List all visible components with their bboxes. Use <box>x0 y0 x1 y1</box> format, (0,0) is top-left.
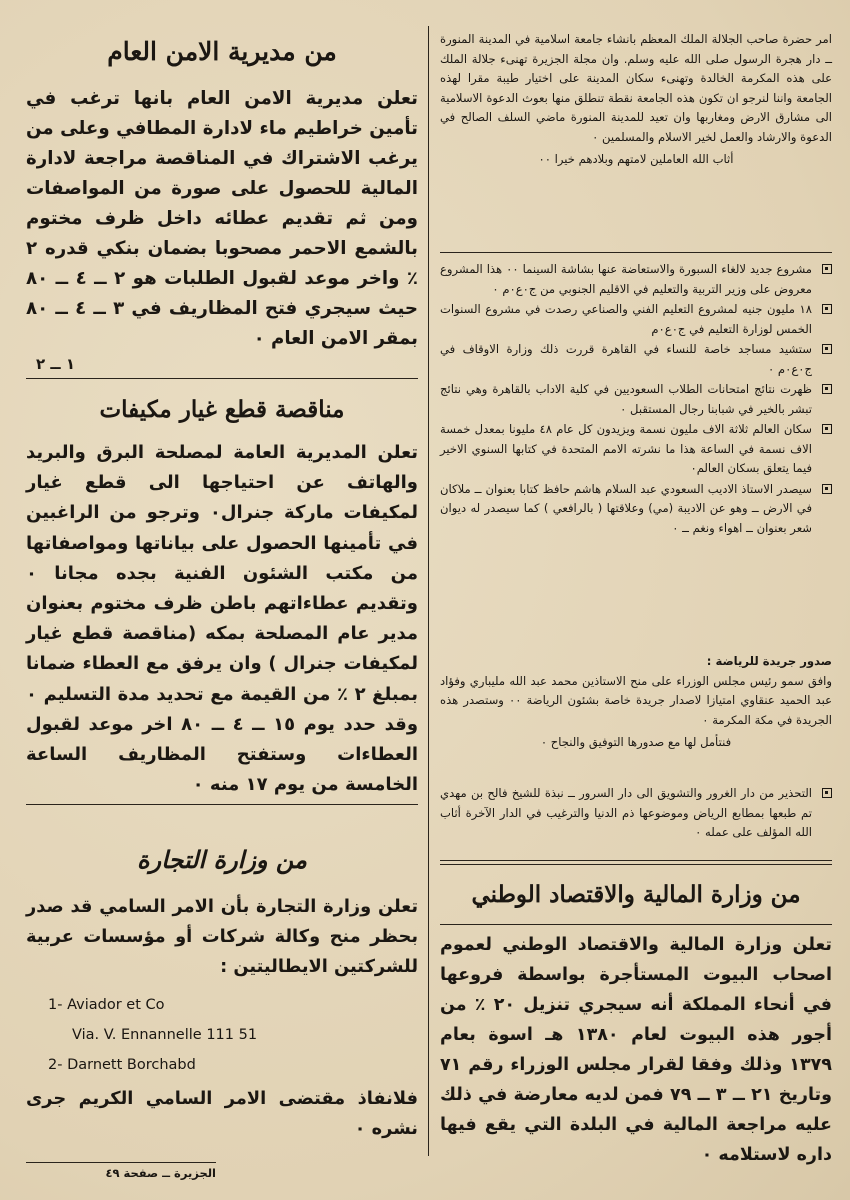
companies-list <box>26 990 418 1082</box>
company-address: Via. V. Ennannelle 111 51 <box>72 1027 258 1043</box>
right-column <box>440 24 832 1165</box>
tender-heading: مناقصة قطع غيار مكيفات <box>99 396 345 423</box>
news-briefs <box>440 260 832 656</box>
sports-title: صدور جريدة للرياضة : <box>706 654 832 668</box>
news-item: ظهرت نتائج امتحانات الطلاب السعوديين في كلية الاداب بالقاهرة وهي نتائج تبشر بالخير في شبابنا رجال المستقبل ٠ <box>440 380 832 419</box>
column-divider <box>428 26 429 1156</box>
king-decree-article <box>440 30 832 248</box>
sports-closing: فنتأمل لها مع صدورها التوفيق والنجاح ٠ <box>540 735 732 749</box>
news-item: سيصدر الاستاذ الاديب السعودي عبد السلام هاشم حافظ كتابا بعنوان ــ ملاكان في الارض ــ وهو عن الاديبة (مي) وعلاقتها ( بالرافعي ) كما سيصدر له ديوان شعر بعنوان ــ اهواء ونغم ــ ٠ <box>440 480 832 539</box>
square-bullet-icon <box>822 304 832 314</box>
section-divider <box>440 252 832 253</box>
square-bullet-icon <box>822 424 832 434</box>
page-footer: الجزيرة ــ صفحة ٤٩ <box>26 1162 216 1183</box>
booklet-item <box>440 784 832 862</box>
square-bullet-icon <box>822 788 832 798</box>
decree-closing: أثاب الله العاملين لامتهم وبلادهم خيرا ٠٠ <box>538 152 734 166</box>
square-bullet-icon <box>822 344 832 354</box>
news-item: ستشيد مساجد خاصة للنساء في القاهرة قررت ذلك وزارة الاوقاف في ج٠ع٠م ٠ <box>440 340 832 379</box>
sports-text: وافق سمو رئيس مجلس الوزراء على منح الاستاذين محمد عبد الله مليباري وفؤاد عبد الحميد عنقاوي امتيازا لاصدار جريدة خاصة بشئون الرياضة ٠٠ وستصدر هذه الجريدة في مكة المكرمة ٠ <box>440 673 832 727</box>
news-item: التحذير من دار الغرور والتشويق الى دار السرور ــ نبذة للشيخ فالح بن مهدي تم طبعها بمطابع الرياض وموضوعها ذم الدنيا والترغيب في الدار الآخرة أثاب الله المؤلف على عمله ٠ <box>440 784 832 843</box>
section-divider <box>26 804 418 805</box>
section-divider <box>440 924 832 925</box>
news-item: سكان العالم ثلاثة الاف مليون نسمة ويزيدون كل عام ٤٨ مليونا بمعدل خمسة الاف نسمة في الساعة هذا ما نشرته الامم المتحدة في كتابها السنوي الاخير فيما يتعلق بسكان العالم٠ <box>440 420 832 479</box>
left-column <box>26 24 418 1160</box>
section-divider <box>440 860 832 861</box>
sports-newspaper-item <box>440 652 832 782</box>
security-announcement: تعلن مديرية الامن العام بانها ترغب في تأمين خراطيم ماء لادارة المطافي وعلى من يرغب الاشتراك في المناقصة مراجعة لادارة المالية للحصول على صورة من المواصفات ومن ثم تقديم عطائه داخل ظرف مختوم بالشمع الاحمر مصحوبا بضمان بنكي قدره ٢ ٪ واخر موعد لقبول الطلبات هو ٢ ــ ٤ ــ ٨٠ حيث سيجري فتح المظاريف في ٣ ــ ٤ ــ ٨٠ بمقر الامن العام ٠ <box>26 88 418 349</box>
commerce-announcement: تعلن وزارة التجارة بأن الامر السامي قد صدر بحظر منح وكالة شركات أو مؤسسات عربية للشركتين الايطاليتين : <box>26 896 418 977</box>
square-bullet-icon <box>822 264 832 274</box>
news-item: مشروع جديد لالغاء السبورة والاستعاضة عنها بشاشة السينما ٠٠ هذا المشروع معروض على وزير التربية والتعليم في الاقليم الجنوبي من ج٠ع٠م ٠ <box>440 260 832 299</box>
square-bullet-icon <box>822 384 832 394</box>
square-bullet-icon <box>822 484 832 494</box>
commerce-heading: من وزارة التجارة <box>136 845 308 874</box>
decree-paragraph: امر حضرة صاحب الجلالة الملك المعظم بانشاء جامعة اسلامية في المدينة المنورة ــ دار هجرة الرسول صلى الله عليه وسلم. وان مجلة الجزيرة تهنىء جلالة الملك على هذه المكرمة الخالدة وتهنىء سكان المدينة على اختيار طيبة مقرا لهذه الجامعة واننا لنرجو ان تكون هذه الجامعة نقطة تنطلق منها بعوث الدعوة الاسلامية الى مشارق الارض ومغاربها وان تعيد للمدينة المنورة ماضي السلف الصالح في الدعوة والارشاد والعمل لخير الاسلام والمسلمين ٠ <box>440 32 832 144</box>
security-heading: من مديرية الامن العام <box>107 37 337 66</box>
finance-heading: من وزارة المالية والاقتصاد الوطني <box>471 881 801 908</box>
section-divider <box>26 378 418 379</box>
news-item: ١٨ مليون جنيه لمشروع التعليم الفني والصناعي رصدت في مشروع السنوات الخمس لوزارة التعليم في ج٠ع٠م <box>440 300 832 339</box>
company-line: 2- Darnett Borchabd <box>48 1057 196 1073</box>
reference-number: ١ ــ ٢ <box>36 355 76 373</box>
company-line: 1- Aviador et Co <box>48 997 165 1013</box>
tender-announcement: تعلن المديرية العامة لمصلحة البرق والبريد والهاتف عن احتياجها الى قطع غيار لمكيفات ماركة جنرال٠ وترجو من الراغبين في تأمينها الحصول على بياناتها ومواصفاتها من مكتب الشئون الفنية بجده مجانا ٠ وتقديم عطاءاتهم باطن ظرف مختوم بعنوان مدير عام المصلحة بمكه (مناقصة قطع غيار لمكيفات جنرال ) وان يرفق مع العطاء ضمانا بمبلغ ٢ ٪ من القيمة مع تحديد مدة التسليم ٠ وقد حدد يوم ١٥ ــ ٤ ــ ٨٠ اخر موعد لقبول العطاءات وستفتح المظاريف الساعة الخامسة من يوم ١٧ منه ٠ <box>26 442 419 796</box>
finance-announcement: تعلن وزارة المالية والاقتصاد الوطني لعموم اصحاب البيوت المستأجرة بواسطة فروعها في أنحاء المملكة أنه سيجري تنزيل ٢٠ ٪ من أجور هذه البيوت لعام ١٣٨٠ هـ اسوة بعام ١٣٧٩ وذلك وفقا لقرار مجلس الوزراء رقم ٧١ وتاريخ ٢١ ــ ٣ ــ ٧٩ فمن لديه معارضة في ذلك عليه مراجعة المالية في البلدة التي يقع فيها داره لاستلامه ٠ <box>440 935 832 1165</box>
commerce-closing: فلانفاذ مقتضى الامر السامي الكريم جرى نشره ٠ <box>26 1088 418 1139</box>
